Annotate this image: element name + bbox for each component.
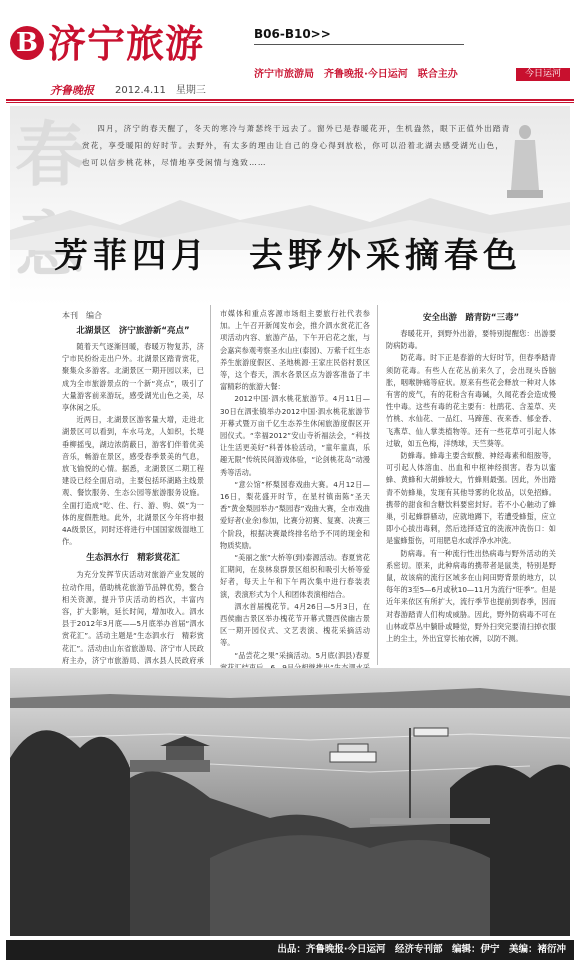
paragraph: 2012中国·泗水桃花旅游节。4月11日—30日在泗张镇举办2012中国·泗水桃花旅游节开幕式暨万亩千亿生态养生休闲旅游度假区开园仪式。“幸福2012”安山寺祈福法会，“科技让生活更美好”科普体验活动，“童年童真，乐趣无限”传统民间游戏体验，“论剑桃花岛”动漫秀等活动。: [220, 394, 370, 477]
article-column-2: [220, 308, 370, 723]
headline: 芳菲四月 去野外采摘春色: [54, 236, 522, 276]
edition-tab: 今日运河: [516, 68, 570, 81]
paragraph: “美丽之旅”大桥等(到)泰源活动。春夏赏花汇期间，在泉林泉群景区组织和吸引大桥等爱好者，每天上午和下午两次集中进行春装表演，表演形式为个人和团体表演相结合。: [220, 553, 370, 599]
paragraph: 春暖花开，到野外出游，要特别提醒您：出游要防病防毒。: [386, 329, 556, 351]
paragraph: 防病毒。有一种流行性出热病毒与野外活动的关系密切。原来，此种病毒的携带者是鼠类，特别是野鼠，故该病的流行区域多在山间田野背景的地方，以每年的3至5—6月或秋10—11月为流行“旺季”。但是近年来依区有所扩大，流行季节也提前到春季，因而对春游踏青人们构成威胁。因此，野外防病毒不可在山林或草丛中躺卧或睡觉，野外扫突完要清扫掉衣服上的尘土，外出宜穿长袖衣裤，以防不测。: [386, 548, 556, 644]
header-divider: [254, 44, 464, 45]
paragraph: 随着天气逐渐回暖，春暖万物复苏，济宁市民纷纷走出户外。北湖景区踏青赏花，聚集众多游客。北湖景区一期开园以来，已成为全市旅游景点的一个新“亮点”，吸引了大量游客前来游玩，感受湖光山色之美，尽享休闲之乐。: [62, 342, 204, 413]
credits-footer: 出品：齐鲁晚报·今日运河 经济专刊部 编辑：伊宁 美编：褚衍冲: [6, 940, 574, 960]
issue-date: 2012.4.11 星期三: [115, 85, 206, 96]
subhead-sishui: 生态泗水行 精彩赏花汇: [86, 553, 180, 564]
header-rule-thin: [6, 102, 574, 103]
paragraph: 为充分发挥节庆活动对旅游产业发展的拉动作用，借助桃花旅游节品牌优势，整合相关资源，提升节庆活动的档次，丰富内容，扩大影响，延长时间，增加收入。泗水县于2012年3月底——5月底举办首届“泗水赏花汇”。活动主题是“生态泗水行 精彩赏花汇”。活动由山东省旅游局、济宁市人民政府主办，济宁市旅游局、泗水县人民政府承: [62, 570, 204, 665]
decorative-calligraphy: 春: [15, 113, 85, 196]
subhead-north-lake: 北湖景区 济宁旅游新“亮点”: [76, 326, 190, 336]
page-title: 济宁旅游: [48, 22, 205, 66]
byline: 本刊 编合: [62, 311, 102, 320]
paragraph: 防花毒。时下正是春游的大好时节，但春季踏青须防花毒。有些人在花丛前来久了，会出现头昏脑胀，咽喉肿痛等症状。原来有些花会释放一种对人体有害的废气，有的花粉含有毒碱，久闻花香会造成慢性中毒。这些有毒的花主要有：杜鹃花、含羞草、夹竹桃、水仙花、一品红、马蹄莲、夜来香、郁金香、飞燕草、仙人掌类植物等。还有一些花草可引起人体过敏，如五色梅，洋绣球，天竺葵等。: [386, 353, 556, 448]
column-divider: [377, 305, 378, 665]
header-rule: [6, 99, 574, 101]
paper-logo: 齐鲁晚报: [50, 84, 94, 97]
intro-paragraph: 四月，济宁的春天醒了，冬天的寒冷与萧瑟终于远去了。窗外已是春暖花开，生机盎然，眼下正值外出踏青赏花，享受暖阳的好时节。去野外，有太多的理由让自己的身心得到放松，你可以沿着北湖去感受湖光山色，也可以信步桃花林，尽情地享受闲情与逸致……: [82, 124, 511, 167]
paragraph: 近两日，北湖景区游客量大增，走进北湖景区可以看到，车水马龙，人如织，长堤垂柳摇曳，湖边浓荫蔽日，游客们伴着优美音乐，畅游在景区，感受春季景美的气息，放飞愉悦的心情。据悉，北湖景区二期工程建设已经全面启动，主要包括环湖路主线景观、餐饮服务、生态公园等旅游服务设施。全面打造成“吃、住、行、游、购、娱”为一体的度假胜地。此外，北湖景区今年将申报4A级景区，同时还将进行中国国家级湿地工作。: [62, 415, 204, 547]
subhead-safety: 安全出游 踏青防“三毒”: [422, 313, 520, 323]
article-column-1: [62, 325, 204, 704]
paragraph: 市媒体和重点客源市场组主要旅行社代表参加。上午召开新闻发布会，推介泗水赏花汇各项活动内容、旅游产品，下午开启花之旅，与会嘉宾参观考察圣水山庄(泰园)、万紫千红生态养生旅游度假区、圣地桃源·王家庄民俗村景区等，这个春天，泗水各景区点为游客准备了丰富精彩的旅游大餐：: [220, 309, 370, 392]
paragraph: “意公馆”杯梨园春戏曲大赛。4月12日—16日，梨花盛开时节，在星村镇南陈“圣天香”黄金梨园举办“梨园春”戏曲大赛，全市戏曲爱好者(业余)参加，比赛分初赛、复赛、决赛三个阶段，根据决赛最终排名给予不同的现金和物质奖励。: [220, 479, 370, 550]
sponsors-line: 济宁市旅游局 齐鲁晚报·今日运河 联合主办: [254, 69, 458, 80]
paragraph: “品尝花之果”采摘活动。5月底(泗县)春夏: [234, 650, 370, 660]
paragraph: 泗水首届槐花节。4月26日—5月3日，在西侯幽古景区举办槐花节开幕式暨西侯幽古景区一期开园仪式、文艺表演、槐花采摘活动等。: [220, 601, 370, 648]
page-range: B06-B10>>: [254, 27, 331, 41]
column-divider: [210, 305, 211, 665]
paragraph: 防蜂毒。蜂毒主要含蚁酸、神经毒素和组胺等，可引起人体溶血、出血和中枢神经损害。春为以蜜蜂、黄蜂和大胡蜂较大，竹蜂则最强。因此，外出踏青不妨蜂巢，发现有其他导雾的化妆品，以免招蜂。携带的甜食和含糖饮料要密封好。若不小心触动了蜂巢，引起蜂群骚动，应就地蹲下，若遭受蜂蜇，应立即小心拔出毒刺，然后选择适宜的洗液冲洗伤口：如是蜜蜂蜇伤，可用肥皂水或浮净水冲洗。: [386, 451, 556, 546]
lake-scene: [10, 668, 570, 936]
section-badge: B: [10, 26, 44, 60]
article-column-3: [386, 312, 556, 645]
lake-photo: [10, 668, 570, 936]
